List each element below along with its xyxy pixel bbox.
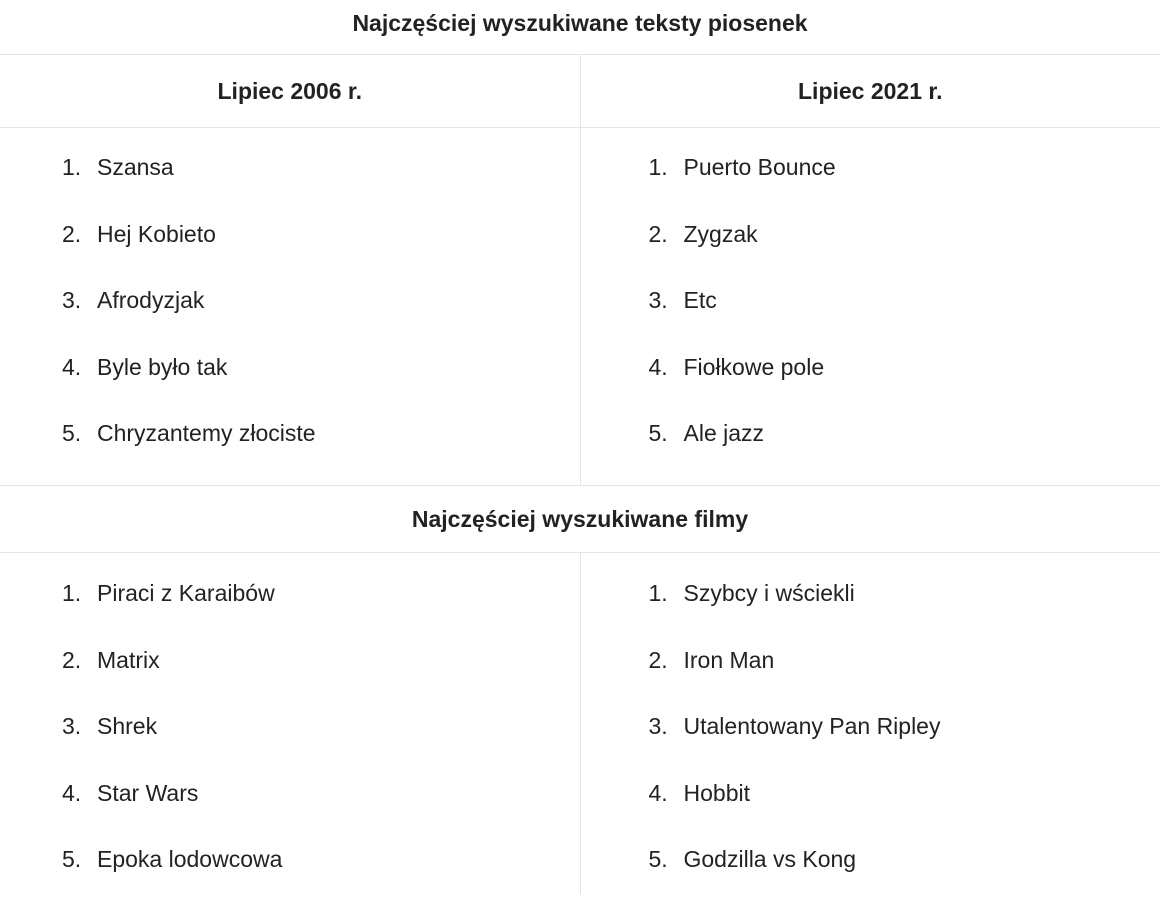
list-item-number: 4. [649, 354, 684, 381]
list-item-number: 3. [62, 713, 97, 740]
list-item-number: 3. [649, 287, 684, 314]
list-item-label: Ale jazz [684, 420, 765, 447]
list-item-label: Epoka lodowcowa [97, 846, 282, 873]
list-item-label: Utalentowany Pan Ripley [684, 713, 941, 740]
list-item [581, 420, 1160, 487]
list-item [581, 287, 1160, 354]
list-item-number: 3. [649, 713, 684, 740]
list-item [581, 354, 1160, 421]
list-item-label: Iron Man [684, 647, 775, 674]
list-item-label: Hobbit [684, 780, 750, 807]
list-item-label: Puerto Bounce [684, 154, 836, 181]
list-item-label: Star Wars [97, 780, 198, 807]
list-item-number: 2. [62, 221, 97, 248]
list-item-number: 3. [62, 287, 97, 314]
list-item [0, 580, 580, 647]
list-item [581, 713, 1160, 780]
list-item-number: 1. [649, 154, 684, 181]
list-item-number: 1. [62, 580, 97, 607]
list-item [0, 713, 580, 780]
list-item [0, 846, 580, 913]
songs-section-title: Najczęściej wyszukiwane teksty piosenek [0, 0, 1160, 55]
list-item-label: Afrodyzjak [97, 287, 204, 314]
list-item-number: 5. [62, 846, 97, 873]
songs-list-2021 [580, 128, 1160, 485]
list-item-number: 4. [649, 780, 684, 807]
list-item-label: Chryzantemy złociste [97, 420, 316, 447]
list-item-number: 2. [62, 647, 97, 674]
films-list-2006 [0, 553, 580, 894]
list-item [581, 580, 1160, 647]
list-item-label: Hej Kobieto [97, 221, 216, 248]
list-item-label: Fiołkowe pole [684, 354, 825, 381]
list-item [581, 221, 1160, 288]
list-item [0, 354, 580, 421]
list-item [0, 287, 580, 354]
list-item-number: 5. [62, 420, 97, 447]
list-item-label: Godzilla vs Kong [684, 846, 857, 873]
column-headers [0, 55, 1160, 128]
list-item-number: 1. [649, 580, 684, 607]
films-lists [0, 553, 1160, 894]
column-header-2006: Lipiec 2006 r. [0, 55, 580, 127]
list-item-label: Matrix [97, 647, 160, 674]
list-item-number: 5. [649, 420, 684, 447]
list-item-number: 2. [649, 221, 684, 248]
films-section-title: Najczęściej wyszukiwane filmy [0, 485, 1160, 553]
list-item-number: 1. [62, 154, 97, 181]
list-item-label: Szybcy i wściekli [684, 580, 855, 607]
songs-list-2006 [0, 128, 580, 485]
list-item-label: Etc [684, 287, 717, 314]
list-item-label: Zygzak [684, 221, 758, 248]
list-item [0, 420, 580, 487]
list-item-number: 2. [649, 647, 684, 674]
list-item [581, 154, 1160, 221]
list-item-label: Piraci z Karaibów [97, 580, 275, 607]
list-item [581, 846, 1160, 913]
list-item-number: 4. [62, 780, 97, 807]
list-item [0, 221, 580, 288]
songs-lists [0, 128, 1160, 485]
list-item [0, 780, 580, 847]
list-item-label: Byle było tak [97, 354, 227, 381]
films-list-2021 [580, 553, 1160, 894]
list-item [0, 647, 580, 714]
list-item [581, 780, 1160, 847]
list-item [0, 154, 580, 221]
column-header-2021: Lipiec 2021 r. [580, 55, 1160, 127]
list-item-label: Szansa [97, 154, 174, 181]
list-item [581, 647, 1160, 714]
list-item-label: Shrek [97, 713, 157, 740]
list-item-number: 5. [649, 846, 684, 873]
list-item-number: 4. [62, 354, 97, 381]
